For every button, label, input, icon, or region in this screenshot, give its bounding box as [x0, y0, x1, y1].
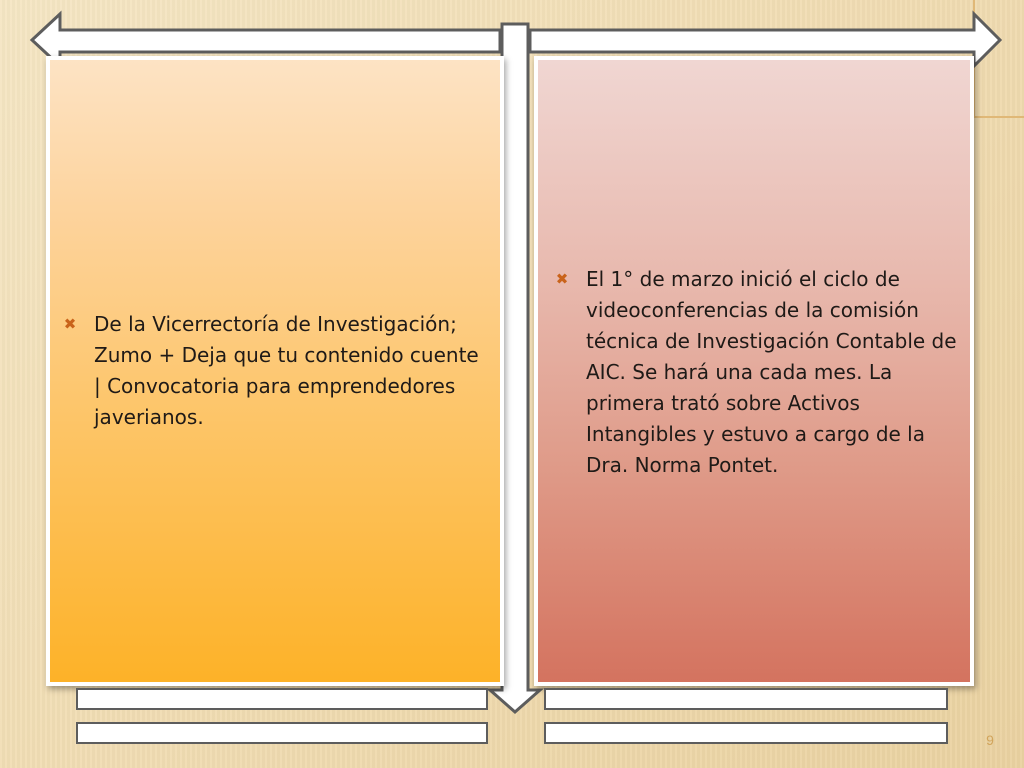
x-mark-icon: ✖	[63, 315, 77, 333]
left-bullet-text: De la Vicerrectoría de Investigación; Zumo + Deja que tu contenido cuente | Convocatoria para emprendedores javerianos.	[94, 312, 479, 429]
decorative-bar	[544, 722, 948, 744]
decorative-bar	[544, 688, 948, 710]
left-bullet-item	[60, 309, 490, 433]
page-number: 9	[986, 732, 994, 748]
decorative-bar	[76, 688, 488, 710]
right-bullet-item	[552, 264, 970, 481]
x-mark-icon: ✖	[555, 270, 569, 288]
decorative-bar	[76, 722, 488, 744]
right-bullet-text: El 1° de marzo inició el ciclo de videoconferencias de la comisión técnica de Investigación Contable de AIC. Se hará una cada mes. La primera trató sobre Activos Intangibles y estuvo a cargo de la Dra. Norma Pontet.	[586, 267, 957, 477]
